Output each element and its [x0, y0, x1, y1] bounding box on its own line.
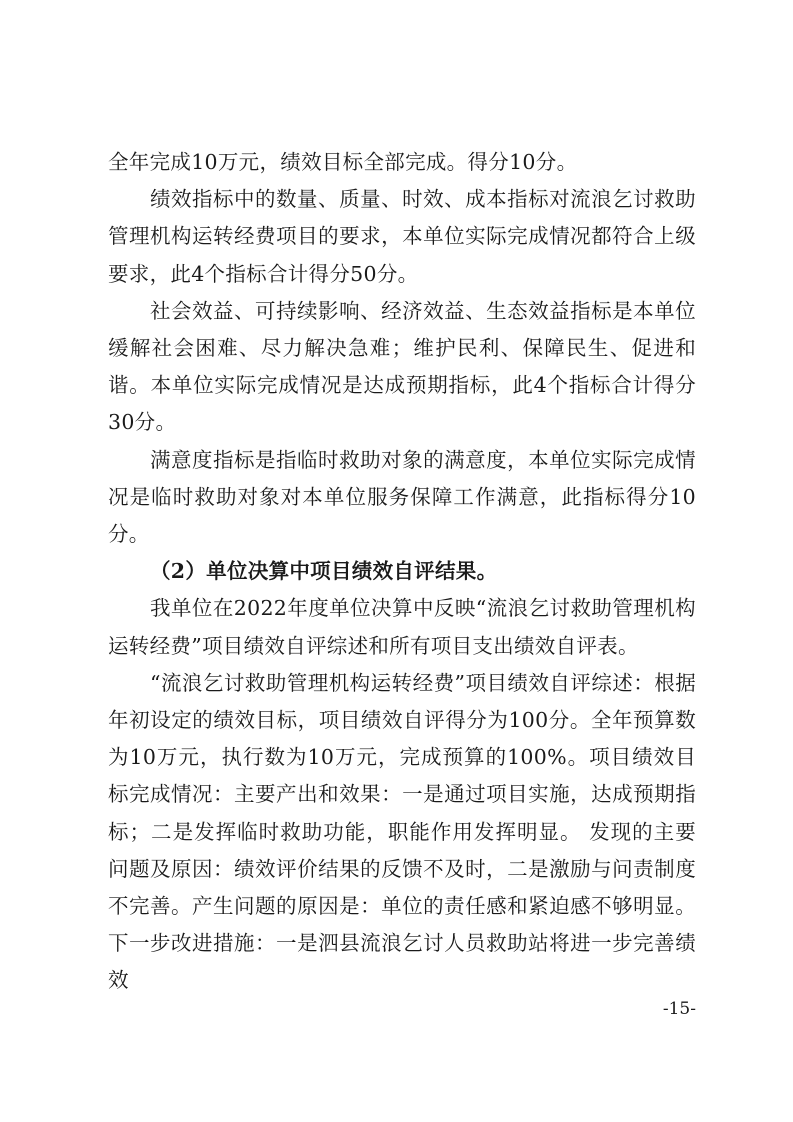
paragraph-2: 绩效指标中的数量、质量、时效、成本指标对流浪乞讨救助管理机构运转经费项目的要求，本单位实际完成情况都符合上级要求，此4个指标合计得分50分。	[108, 187, 696, 286]
paragraph-5: 我单位在2022年度单位决算中反映“流浪乞讨救助管理机构运转经费”项目绩效自评综述和所有项目支出绩效自评表。	[108, 596, 696, 658]
paragraph-3: 社会效益、可持续影响、经济效益、生态效益指标是本单位缓解社会困难、尽力解决急难；维护民利、保障民生、促进和谐。本单位实际完成情况是达成预期指标，此4个指标合计得分30分。	[108, 298, 696, 435]
page-number: -15-	[662, 999, 696, 1019]
document-body	[108, 144, 696, 1000]
paragraph-6: “流浪乞讨救助管理机构运转经费”项目绩效自评综述：根据年初设定的绩效目标，项目绩效自评得分为100分。全年预算数为10万元，执行数为10万元，完成预算的100%。项目绩效目标完成情况：主要产出和效果：一是通过项目实施，达成预期指标；二是发挥临时救助功能，职能作用发挥明显。 发现的主要问题及原因：绩效评价结果的反馈不及时，二是激励与问责制度不完善。产生问题的原因是：单位的责任感和紧迫感不够明显。下一步改进措施：一是泗县流浪乞讨人员救助站将进一步完善绩效	[108, 670, 696, 993]
paragraph-4: 满意度指标是指临时救助对象的满意度，本单位实际完成情况是临时救助对象对本单位服务保障工作满意，此指标得分10分。	[108, 447, 696, 547]
paragraph-1: 全年完成10万元，绩效目标全部完成。得分10分。	[108, 150, 578, 174]
section-heading: （2）单位决算中项目绩效自评结果。	[150, 559, 498, 584]
